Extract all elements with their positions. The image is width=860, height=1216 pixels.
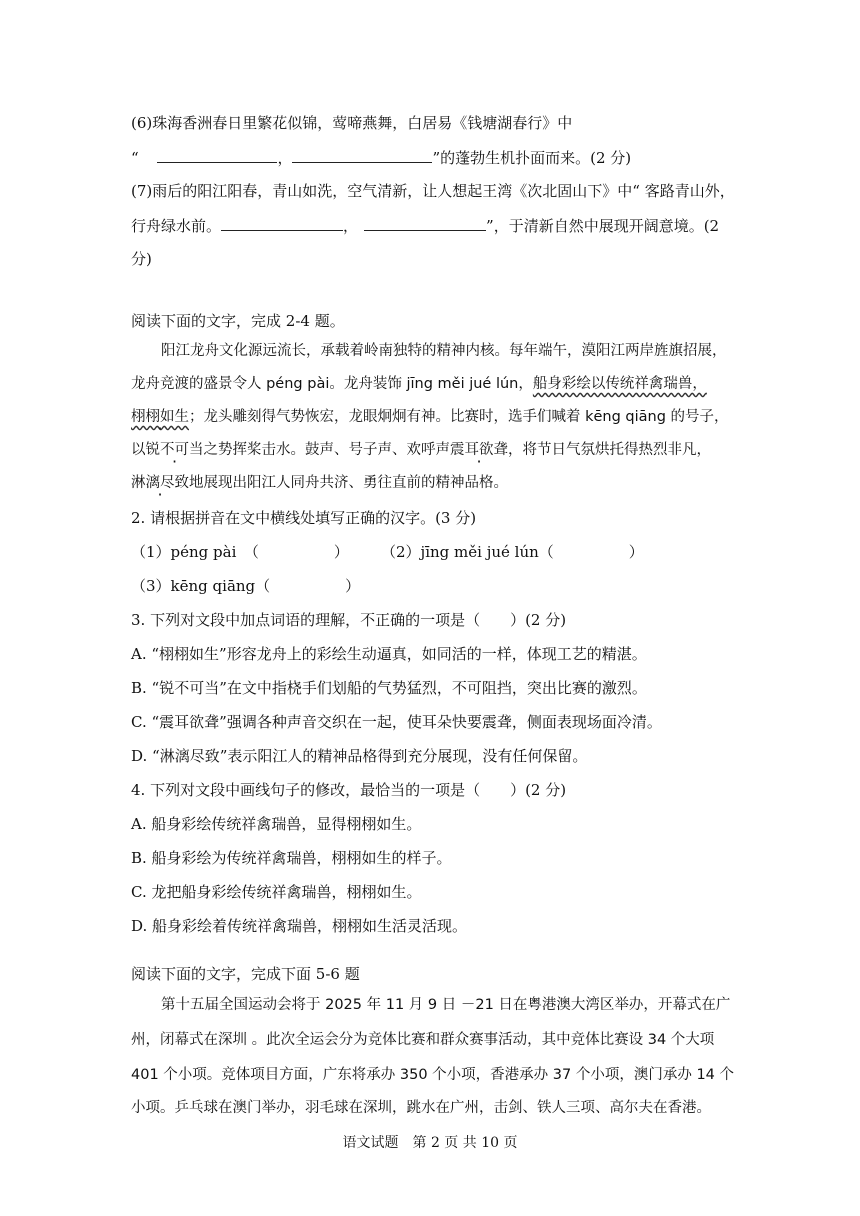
q2-stem: 2. 请根据拼音在文中横线处填写正确的汉字。(3 分) <box>131 509 477 527</box>
q4-option-d[interactable]: D. 船身彩绘着传统祥禽瑞兽，栩栩如生活灵活现。 <box>131 917 468 935</box>
q7-line2-suffix: ”，于清新自然中展现开阔意境。(2 <box>486 217 720 235</box>
q6-line2 <box>131 146 631 168</box>
q7-blank-1[interactable] <box>221 214 343 231</box>
q2-item3[interactable]: （3）kēng qiāng（ ） <box>131 577 361 595</box>
reading2-para-line1: 第十五届全国运动会将于 2025 年 11 月 9 日 －21 日在粤港澳大湾区举办，开幕式在广 <box>161 997 731 1013</box>
q6-blank-2[interactable] <box>292 146 432 163</box>
reading2-para-line3: 401 个小项。竞体项目方面，广东将承办 350 个小项，香港承办 37 个小项，澳门承办 14 个 <box>131 1067 735 1083</box>
q4-stem: 4. 下列对文段中画线句子的修改，最恰当的一项是（ ）(2 分) <box>131 781 567 799</box>
q2-item1[interactable]: （1）péng pài （ ） <box>131 543 349 561</box>
reading1-para-line1: 阳江龙舟文化源远流长，承载着岭南独特的精神内核。每年端午，漠阳江两岸旌旗招展， <box>161 343 727 359</box>
q3-option-c[interactable]: C. “震耳欲聋”强调各种声音交织在一起，使耳朵快要震聋，侧面表现场面冷清。 <box>131 713 662 731</box>
underlined-sentence-part2: 栩栩如生 <box>131 409 189 425</box>
reading1-para-line2 <box>131 372 707 393</box>
q6-blank-1[interactable] <box>157 146 277 163</box>
dotted-word-ruibukedang: 锐不可当 <box>145 442 204 458</box>
q7-comma: ， <box>343 217 359 235</box>
q6-line1: (6)珠海香洲春日里繁花似锦，莺啼燕舞，白居易《钱塘湖春行》中 <box>131 114 573 132</box>
reading1-p2-a: 龙舟竞渡的盛景令人 péng pài。龙舟装饰 jīng měi jué lún， <box>131 376 533 392</box>
reading1-p4-a: 以 <box>131 442 146 458</box>
q7-line1: (7)雨后的阳江阳春，青山如洗，空气清新，让人想起王湾《次北固山下》中“ 客路青山外， <box>131 182 735 200</box>
reading1-p4-c: ，将节日气氛烘托得热烈非凡， <box>508 442 711 458</box>
q3-stem: 3. 下列对文段中加点词语的理解，不正确的一项是（ ）(2 分) <box>131 611 567 629</box>
reading1-p5-b: 地展现出阳江人同舟共济、勇往直前的精神品格。 <box>189 475 508 491</box>
q2-item2[interactable]: （2）jīng měi jué lún（ ） <box>381 543 644 561</box>
reading2-para-line4: 小项。乒乓球在澳门举办，羽毛球在深圳，跳水在广州，击剑、铁人三项、高尔夫在香港。 <box>131 1100 711 1116</box>
reading1-p3-b: ；龙头雕刻得气势恢宏，龙眼炯炯有神。比赛时，选手们喊着 kēng qiāng 的号子， <box>189 409 729 425</box>
page-footer: 语文试题 第 2 页 共 10 页 <box>342 1135 518 1151</box>
q6-tail: ”的蓬勃生机扑面而来。(2 分) <box>432 149 632 167</box>
dotted-word-zhenieryulong: 震耳欲聋 <box>450 442 508 458</box>
q6-comma: ， <box>277 149 293 167</box>
underlined-sentence-part1: 船身彩绘以传统祥禽瑞兽， <box>532 376 707 392</box>
reading1-para-line4 <box>131 438 711 459</box>
reading1-p4-b: 之势挥桨击水。鼓声、号子声、欢呼声 <box>203 442 450 458</box>
q7-line2 <box>131 214 719 236</box>
q4-option-c[interactable]: C. 龙把船身彩绘传统祥禽瑞兽，栩栩如生。 <box>131 883 422 901</box>
reading1-para-line3 <box>131 405 729 426</box>
q7-line2-prefix: 行舟绿水前。 <box>131 217 222 235</box>
q7-blank-2[interactable] <box>364 214 486 231</box>
q4-option-a[interactable]: A. 船身彩绘传统祥禽瑞兽，显得栩栩如生。 <box>131 815 422 833</box>
q3-option-d[interactable]: D. “淋漓尽致”表示阳江人的精神品格得到充分展现，没有任何保留。 <box>131 747 588 765</box>
dotted-word-linlijinzhi: 淋漓尽致 <box>131 475 189 491</box>
q6-quote-open: “ <box>131 149 139 167</box>
q7-line3: 分) <box>131 250 152 268</box>
q4-option-b[interactable]: B. 船身彩绘为传统祥禽瑞兽，栩栩如生的样子。 <box>131 849 452 867</box>
reading1-intro: 阅读下面的文字，完成 2-4 题。 <box>131 312 345 330</box>
reading2-para-line2: 州，闭幕式在深圳 。此次全运会分为竞体比赛和群众赛事活动，其中竞体比赛设 34 个大项 <box>131 1032 715 1048</box>
q3-option-b[interactable]: B. “锐不可当”在文中指桡手们划船的气势猛烈，不可阻挡，突出比赛的激烈。 <box>131 679 647 697</box>
reading2-intro: 阅读下面的文字，完成下面 5-6 题 <box>131 965 360 983</box>
q3-option-a[interactable]: A. “栩栩如生”形容龙舟上的彩绘生动逼真，如同活的一样，体现工艺的精湛。 <box>131 645 647 663</box>
reading1-para-line5 <box>131 471 508 492</box>
